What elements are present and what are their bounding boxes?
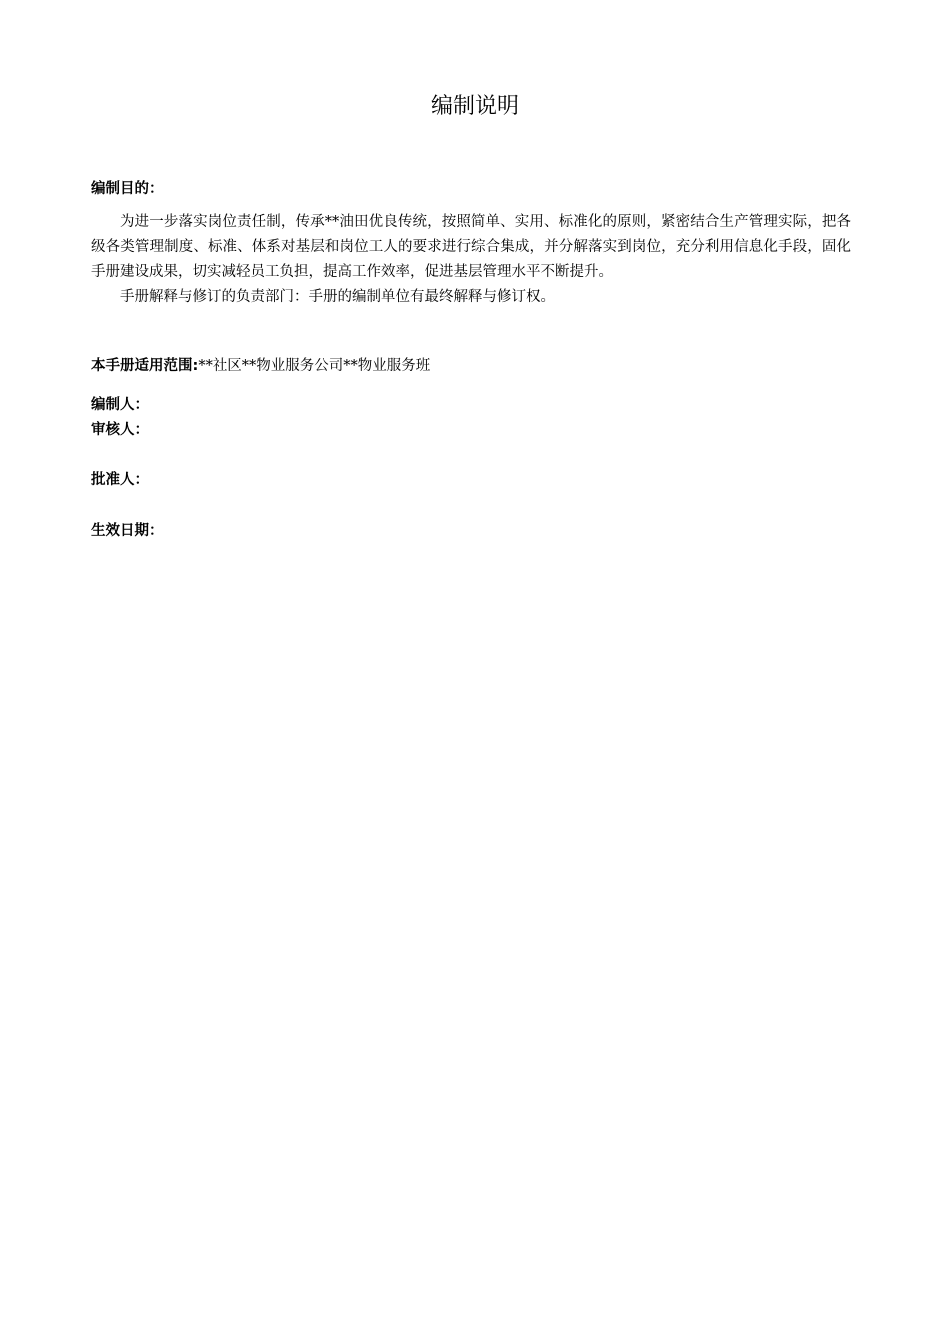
approver-line [91,468,851,492]
purpose-paragraph: 为进一步落实岗位责任制，传承**油田优良传统，按照简单、实用、标准化的原则，紧密结合生产管理实际，把各级各类管理制度、标准、体系对基层和岗位工人的要求进行综合集成，并分解落实到岗位，充分利用信息化手段，固化手册建设成果，切实减轻员工负担，提高工作效率，促进基层管理水平不断提升。 [91,214,851,280]
purpose-label: 编制目的： [91,181,164,197]
page-title: 编制说明 [430,94,519,119]
scope-label: 本手册适用范围: [91,358,199,374]
approver-label: 批准人： [91,472,149,488]
scope-line [91,354,851,378]
effective-date-line [91,519,851,543]
purpose-body [91,210,851,310]
editor-label: 编制人： [91,397,149,413]
effective-date-label: 生效日期： [91,523,164,539]
purpose-section [91,177,851,201]
reviewer-line [91,418,851,442]
reviewer-label: 审核人： [91,422,149,438]
revision-paragraph: 手册解释与修订的负责部门：手册的编制单位有最终解释与修订权。 [120,289,555,305]
scope-value: **社区**物业服务公司**物业服务班 [198,358,431,374]
editor-line [91,393,851,417]
